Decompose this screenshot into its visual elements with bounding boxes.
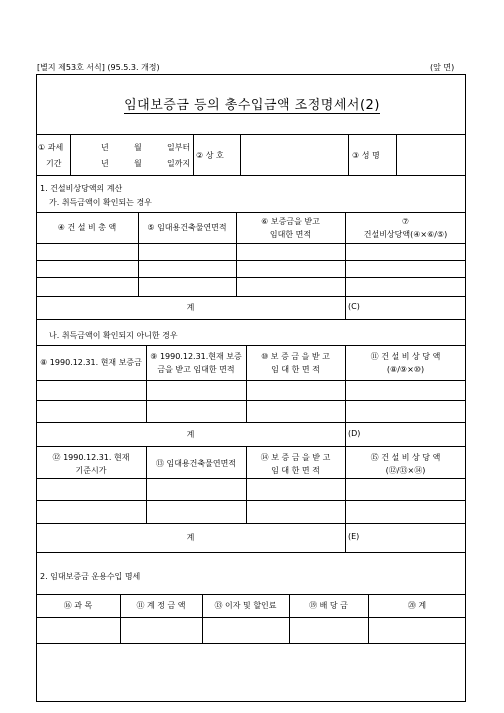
col-construction-equivalent: ⑦	[401, 217, 410, 226]
col-area-1990: 금을 받고 임대한 면적	[157, 365, 235, 374]
col-standard-price-1990: ⑫ 1990.12.31. 현재	[52, 453, 130, 462]
divider	[36, 345, 466, 346]
col-deposit-rented-area: 임대한 면적	[269, 230, 312, 239]
total-mark: (D)	[348, 429, 361, 438]
divider	[36, 594, 466, 595]
divider	[36, 446, 466, 447]
to-label: 일까지	[167, 159, 191, 168]
col-account-amount: ⑪ 계 정 금 액	[136, 601, 186, 610]
form-title: 임대보증금 등의 총수입금액 조정명세서(2)	[124, 98, 380, 113]
col-deposit-1990: ⑧ 1990.12.31. 현재 보증금	[40, 358, 142, 367]
trade-name-label: ② 상 호	[196, 151, 224, 160]
divider	[36, 134, 466, 135]
col-construction-equivalent: ⑪ 건 설 비 상 당 액	[370, 352, 441, 361]
divider	[36, 243, 466, 244]
divider	[36, 175, 466, 176]
divider	[36, 643, 466, 644]
year-label: 년	[101, 143, 109, 152]
col-interest-discount: ⑬ 이자 및 할인료	[214, 601, 277, 610]
divider	[36, 523, 466, 524]
total-label: 계	[186, 533, 195, 542]
col-rented-area: ⑭ 보 증 금 을 받 고	[260, 453, 331, 462]
period-label: 기간	[46, 159, 62, 168]
section1-title: 1. 건설비상당액의 계산	[40, 184, 123, 193]
divider	[396, 134, 397, 175]
period-label: ① 과세	[38, 143, 64, 152]
col-deposit-rented-area: ⑥ 보증금을 받고	[261, 217, 320, 226]
divider	[36, 400, 466, 401]
col-construction-equivalent: ⑮ 건 설 비 상 당 액	[370, 453, 441, 462]
divider	[36, 296, 466, 297]
col-rental-building-area: ⑬ 임대용건축물연면적	[155, 459, 237, 468]
col-standard-price-1990: 기준시가	[75, 466, 107, 475]
col-rented-area: 임 대 한 면 적	[271, 466, 320, 475]
divider	[36, 478, 466, 479]
col-rented-area: 임 대 한 면 적	[271, 365, 320, 374]
name-label: ③ 성 명	[352, 151, 380, 160]
divider	[36, 212, 466, 213]
divider	[36, 260, 466, 261]
page-side-label: (앞 면)	[430, 63, 455, 72]
col-construction-equivalent: 건설비상당액(④×⑥/⑤)	[363, 230, 448, 239]
col-rented-area: ⑩ 보 증 금 을 받 고	[261, 352, 330, 361]
divider	[240, 134, 241, 175]
col-construction-equivalent: (⑧/⑨×⑩)	[386, 365, 425, 374]
month-label: 월	[134, 143, 142, 152]
divider	[36, 319, 466, 320]
total-mark: (E)	[348, 532, 360, 541]
col-subject: ⑯ 과 목	[63, 601, 93, 610]
year-label: 년	[101, 159, 109, 168]
divider	[36, 552, 466, 553]
divider	[36, 380, 466, 381]
section2-title: 2. 임대보증금 운용수입 명세	[40, 572, 141, 581]
section1-sub-b: 나. 취득금액이 확인되지 아니한 경우	[49, 331, 178, 340]
divider	[36, 422, 466, 423]
section1-sub-a: 가. 취득금액이 확인되는 경우	[49, 198, 152, 207]
col-construction-equivalent: (⑫/⑬×⑭)	[385, 466, 426, 475]
col-dividend: ⑲ 배 당 금	[309, 601, 348, 610]
col-total-construction-cost: ④ 건 설 비 총 액	[57, 223, 117, 232]
col-sum: ⑳ 계	[407, 601, 427, 610]
form-reference: [별지 제53호 서식] (95.5.3. 개정)	[37, 63, 160, 72]
total-mark: (C)	[348, 302, 360, 311]
divider	[36, 500, 466, 501]
total-label: 계	[186, 303, 195, 312]
from-label: 일부터	[167, 143, 191, 152]
total-label: 계	[186, 430, 195, 439]
col-rental-building-area: ⑤ 임대용건축물연면적	[147, 223, 227, 232]
divider	[36, 277, 466, 278]
divider	[193, 134, 194, 175]
divider	[70, 134, 71, 175]
divider	[348, 134, 349, 175]
divider	[36, 617, 466, 618]
col-area-1990: ⑨ 1990.12.31.현재 보증	[150, 352, 242, 361]
month-label: 월	[134, 159, 142, 168]
